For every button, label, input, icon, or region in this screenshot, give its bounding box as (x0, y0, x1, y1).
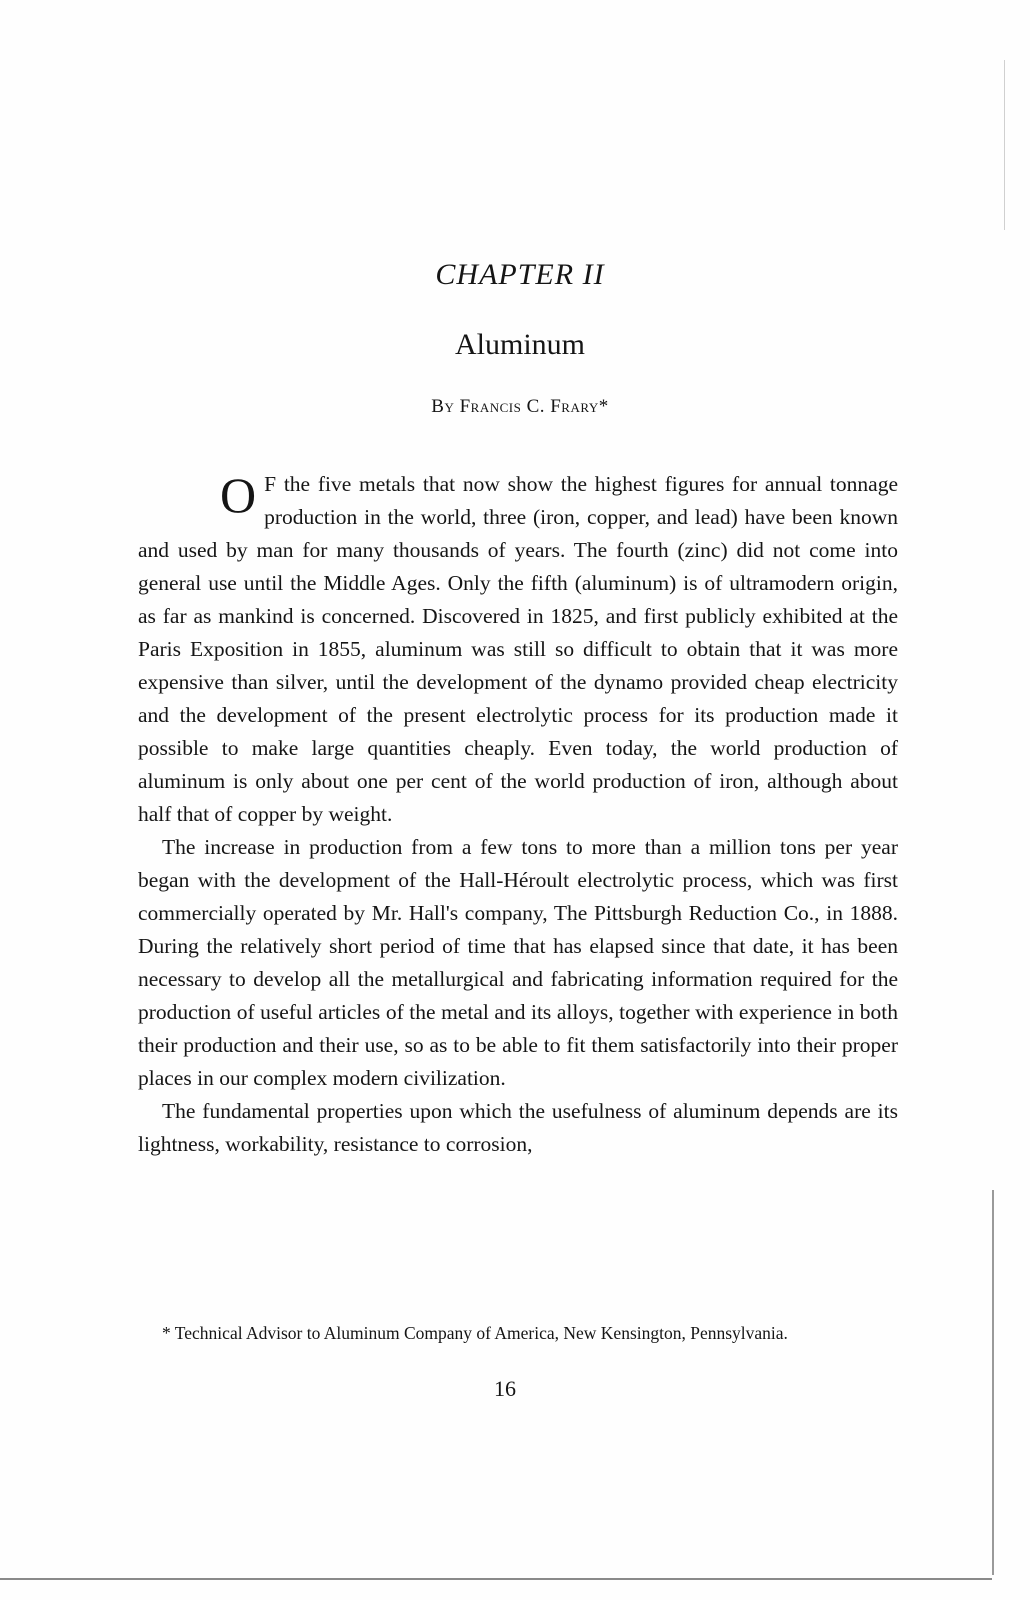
chapter-title: Aluminum (454, 328, 585, 361)
drop-cap: O (220, 467, 257, 523)
paragraph-text: the five metals that now show the highest figures for annual tonnage production in the world, three (iron, copper, and lead) have been known and used by man for many thousands of years. The fourth (zinc) did not come into general use until the Middle Ages. Only the fifth (aluminum) is of ultramodern origin, as far as mankind is concerned. Discovered in 1825, and first publicly exhibited at the Paris Exposition in 1855, aluminum was still so difficult to obtain that it was more expensive than silver, until the development of the dynamo provided cheap electricity and the development of the present electrolytic process for its production made it possible to make large quantities cheaply. Even today, the world production of aluminum is only about one per cent of the world production of iron, although about half that of copper by weight. (138, 472, 898, 826)
paragraph: The fundamental properties upon which the usefulness of aluminum depends are its lightness, workability, resistance to corrosion, (138, 1099, 898, 1156)
footnote: * Technical Advisor to Aluminum Company of America, New Kensington, Pennsylvania. (162, 1323, 788, 1343)
body-text (138, 468, 898, 1161)
page-bottom-edge (0, 1578, 992, 1580)
paragraph (138, 468, 898, 831)
first-word-rest: F (264, 472, 277, 496)
chapter-heading: CHAPTER II (435, 258, 605, 291)
page-number: 16 (494, 1376, 516, 1401)
paragraph: The increase in production from a few tons to more than a million tons per year began with the development of the Hall-Héroult electrolytic process, which was first commercially operated by Mr. Hall's company, The Pittsburgh Reduction Co., in 1888. During the relatively short period of time that has elapsed since that date, it has been necessary to develop all the metallurgical and fabricating information required for the production of useful articles of the metal and its alloys, together with experience in both their production and their use, so as to be able to fit them satisfactorily into their proper places in our complex modern civilization. (138, 835, 898, 1090)
author-byline: By Francis C. Frary* (431, 396, 609, 417)
page-edge-shadow (1004, 60, 1005, 230)
